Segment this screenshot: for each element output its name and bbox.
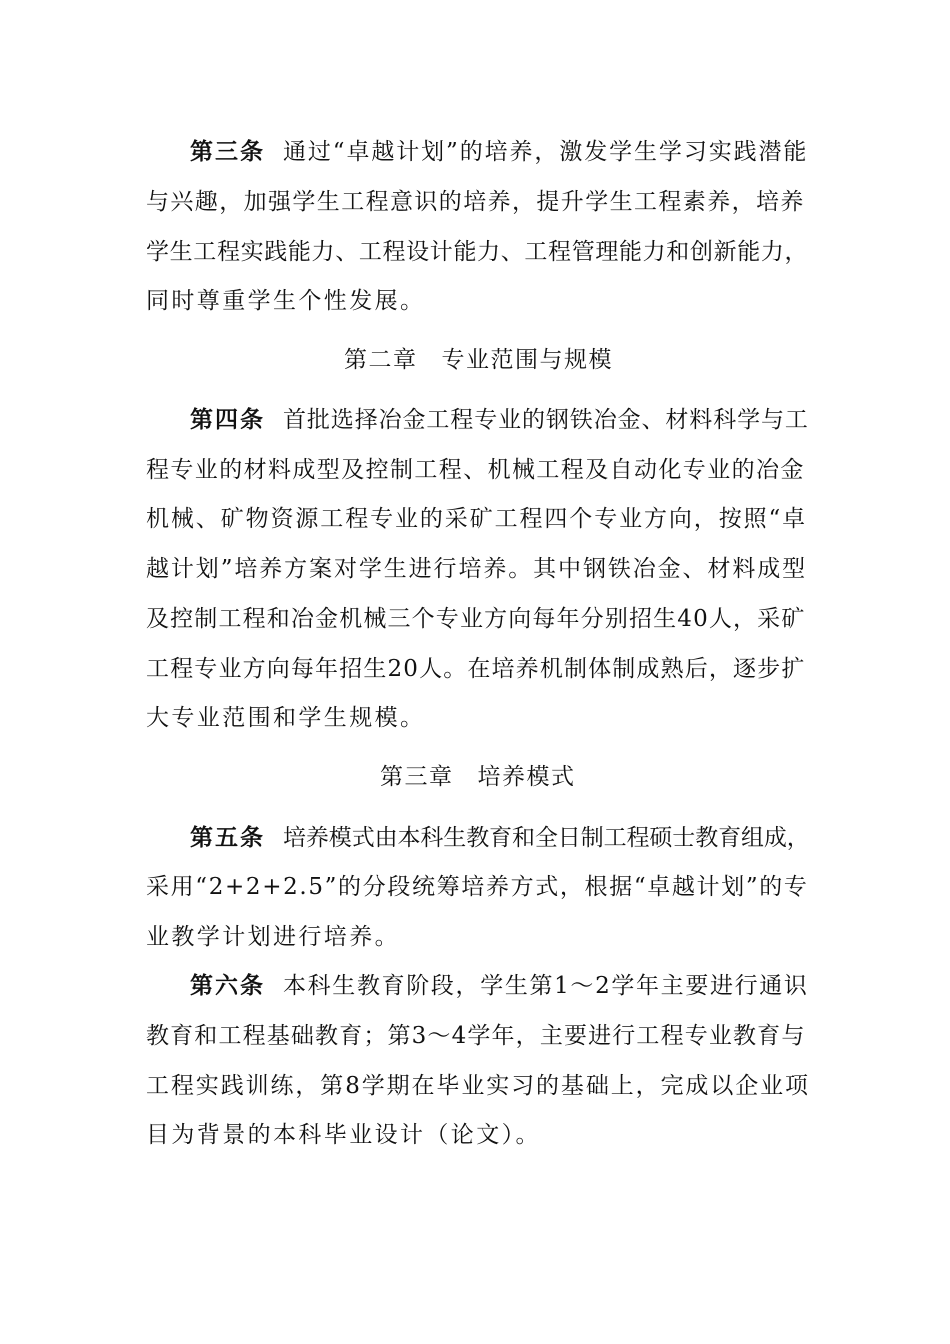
article-3-line-3: 学生工程实践能力、工程设计能力、工程管理能力和创新能力， [146,239,809,265]
article-5-label: 第五条 [190,825,265,851]
article-4-label: 第四条 [190,407,265,433]
article-4-line-3: 机械、矿物资源工程专业的采矿工程四个专业方向，按照“卓 [146,506,808,532]
article-4-line-7: 大专业范围和学生规模。 [146,705,426,731]
article-3-line-4: 同时尊重学生个性发展。 [146,288,426,314]
article-3-label: 第三条 [190,139,265,165]
article-6-label: 第六条 [190,973,265,999]
article-4-line-6: 工程专业方向每年招生20人。在培养机制体制成熟后，逐步扩 [146,656,806,682]
article-4-line-2: 程专业的材料成型及控制工程、机械工程及自动化专业的冶金 [146,457,805,483]
article-5-line-2: 采用“2+2+2.5”的分段统筹培养方式，根据“卓越计划”的专 [146,874,809,900]
article-5-line-1 [190,823,810,853]
article-6-line-3: 工程实践训练，第8学期在毕业实习的基础上，完成以企业项 [146,1073,810,1099]
article-6-text: 本科生教育阶段，学生第1～2学年主要进行通识 [283,973,809,999]
article-4-line-1 [190,405,809,435]
article-4-line-4: 越计划”培养方案对学生进行培养。其中钢铁冶金、材料成型 [146,556,808,582]
article-5-line-3: 业教学计划进行培养。 [146,924,400,950]
article-3-text: 通过“卓越计划”的培养，激发学生学习实践潜能 [283,139,809,165]
chapter-2-number: 第二章 [344,347,418,373]
article-6-line-1 [190,971,809,1001]
article-4-text: 首批选择冶金工程专业的钢铁冶金、材料科学与工 [283,407,809,433]
article-4-line-5: 及控制工程和冶金机械三个专业方向每年分别招生40人，采矿 [146,606,806,632]
article-3-line-2: 与兴趣，加强学生工程意识的培养，提升学生工程素养，培养 [146,189,805,215]
chapter-2-heading [344,345,613,375]
article-5-text: 培养模式由本科生教育和全日制工程硕士教育组成， [283,825,810,851]
article-6-line-4: 目为背景的本科毕业设计（论文）。 [146,1122,541,1148]
chapter-3-heading [380,762,576,792]
article-3-line-1 [190,137,808,167]
article-6-line-2: 教育和工程基础教育；第3～4学年，主要进行工程专业教育与 [146,1023,806,1049]
chapter-3-title: 培养模式 [477,764,576,790]
chapter-2-title: 专业范围与规模 [441,347,613,373]
chapter-3-number: 第三章 [380,764,454,790]
